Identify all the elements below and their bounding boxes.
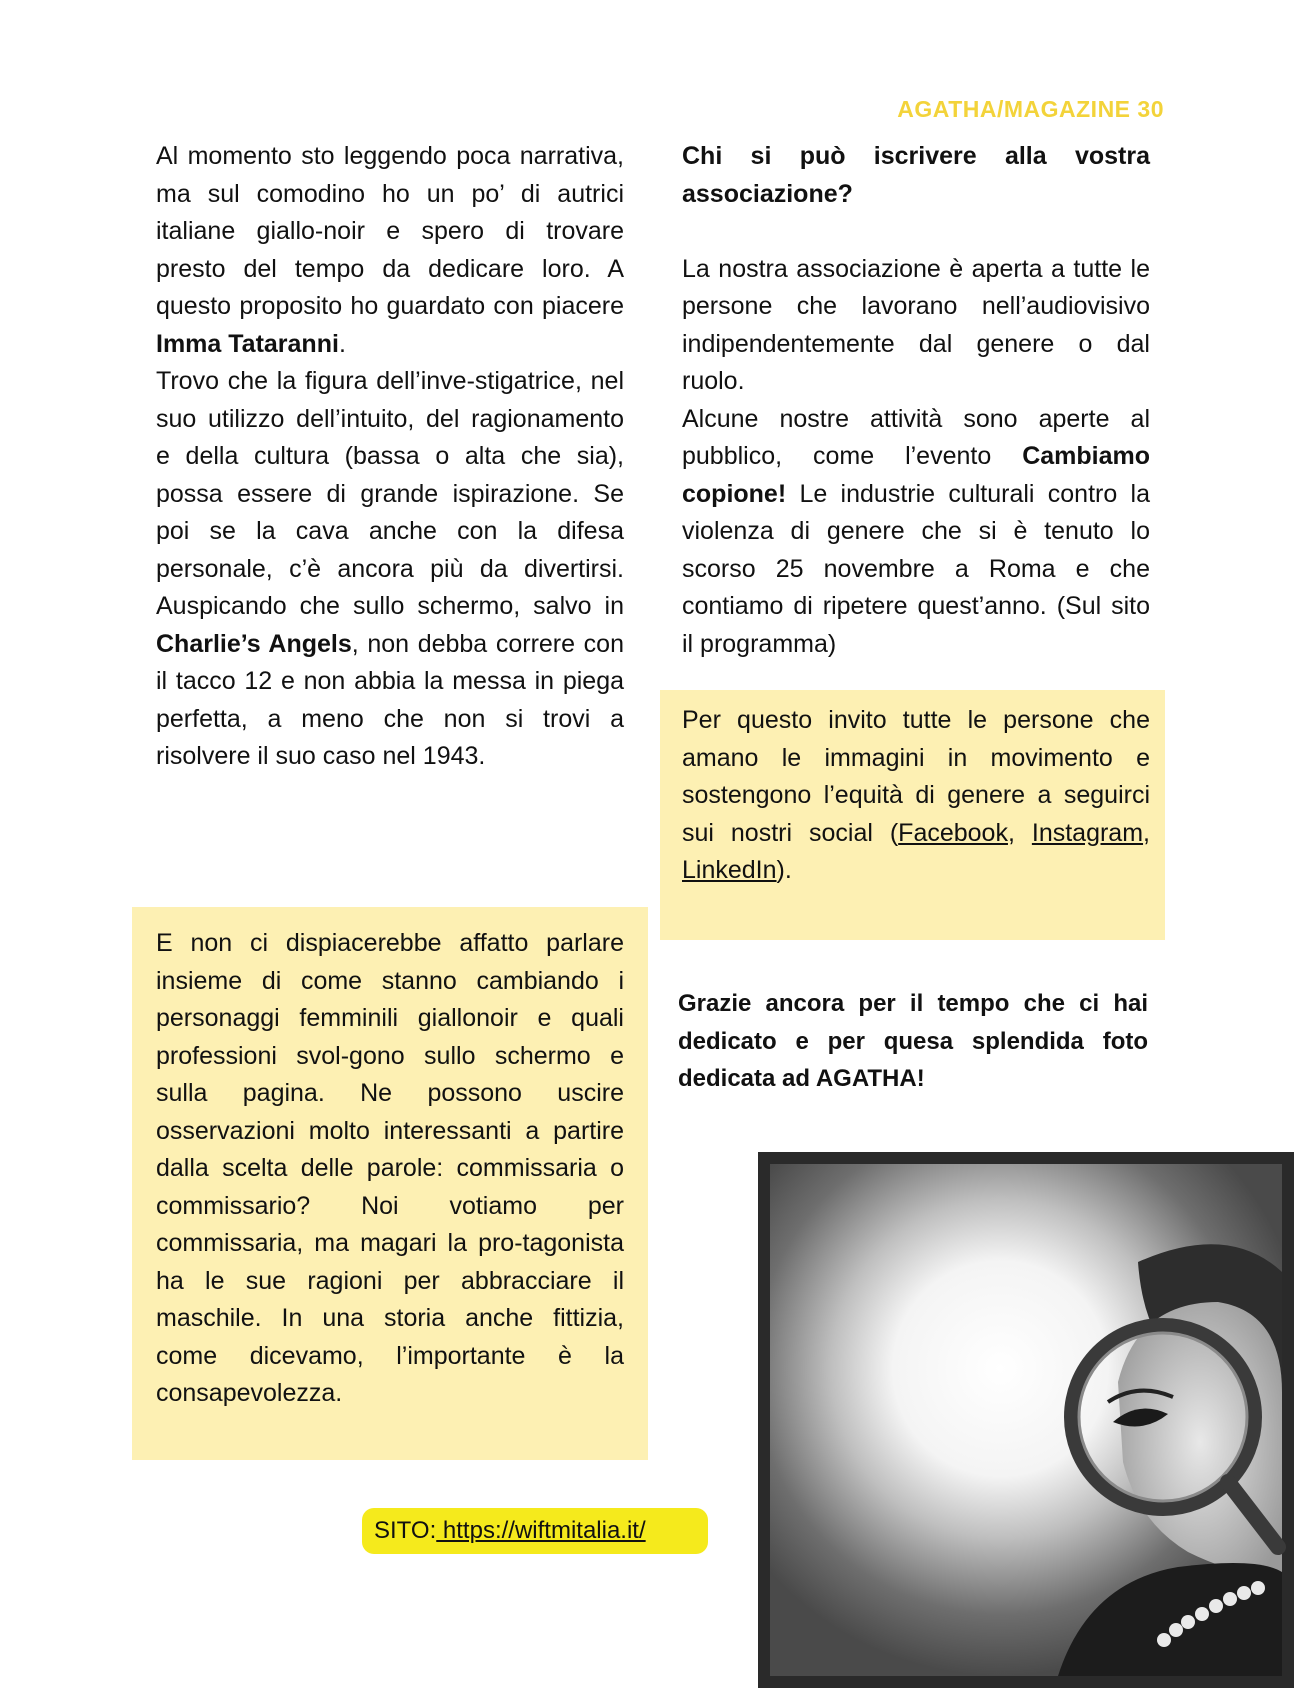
right-box-paragraph	[682, 702, 1150, 890]
site-url-link[interactable]: https://wiftmitalia.it/	[436, 1517, 646, 1544]
left-p1-end: .	[338, 329, 346, 358]
separator: ,	[1143, 818, 1150, 847]
site-label: SITO:	[374, 1517, 437, 1544]
left-box-paragraph: E non ci dispiacerebbe affatto parlare insieme di come stanno cambiando i personaggi femminili giallonoir e quali professioni svol-gono sullo schermo e sulla pagina. Ne possono uscire osservazioni molto interessanti a partire dalla scelta delle parole: commissaria o commissario? Noi votiamo per commissaria, ma magari la pro-tagonista ha le sue ragioni per abbracciare il maschile. In una storia anche fittizia, come dicevamo, l’importante è la consapevolezza.	[156, 929, 624, 1407]
magazine-header: AGATHA/MAGAZINE 30	[897, 96, 1164, 122]
imma-tataranni-title: Imma Tataranni	[156, 329, 339, 358]
right-paragraph-1: La nostra associazione è aperta a tutte le persone che lavorano nell’audiovisivo indipendentemente dal genere o dal ruolo.	[682, 254, 1150, 395]
left-p2-text: Trovo che la figura dell’inve-stigatrice, nel suo utilizzo dell’intuito, del ragionamento e della cultura (bassa o alta che sia), possa essere di grande ispirazione. Se poi se la cava anche con la difesa personale, c’è ancora più da divertirsi. Auspicando che sullo schermo, salvo in	[156, 367, 624, 620]
separator: ,	[1007, 818, 1032, 847]
linkedin-link[interactable]: LinkedIn	[682, 856, 777, 884]
left-paragraph-1	[156, 138, 624, 363]
left-paragraph-2	[156, 363, 624, 776]
portrait-photo	[758, 1152, 1294, 1688]
left-column-text	[156, 138, 624, 776]
left-p1-text: Al momento sto leggendo poca narrativa, ma sul comodino ho un po’ di autrici italiane giallo-noir e spero di trovare presto del tempo da dedicare loro. A questo proposito ho guardato con piacere	[156, 142, 624, 320]
right-p2-text: Alcune nostre attività sono aperte al pubblico, come l’evento	[682, 404, 1150, 470]
right-box-end: ).	[776, 856, 792, 884]
cambiamo-copione-title: Cambiamo copione!	[682, 442, 1150, 508]
interview-question: Chi si può iscrivere alla vostra associazione?	[682, 142, 1150, 208]
left-highlight-text	[156, 925, 624, 1413]
left-p2-end: , non debba correre con il tacco 12 e non abbia la messa in piega perfetta, a meno che non si trovi a risolvere il suo caso nel 1943.	[156, 629, 624, 770]
right-highlight-text	[682, 702, 1150, 890]
site-link-badge[interactable]	[362, 1508, 708, 1554]
right-box-text: Per questo invito tutte le persone che amano le immagini in movimento e sostengono l’equità di genere a seguirci sui nostri social (	[682, 706, 1150, 847]
charlies-angels-title: Charlie’s Angels	[156, 629, 352, 658]
instagram-link[interactable]: Instagram	[1031, 818, 1144, 847]
portrait-image	[758, 1152, 1294, 1688]
right-paragraph-2	[682, 401, 1150, 664]
right-column-text	[682, 138, 1150, 663]
facebook-link[interactable]: Facebook	[898, 818, 1008, 847]
right-p2-end: Le industrie culturali contro la violenza di genere che si è tenuto lo scorso 25 novembre a Roma e che contiamo di ripetere quest’anno. (Sul sito il programma)	[682, 479, 1150, 658]
thanks-text: Grazie ancora per il tempo che ci hai dedicato e per quesa splendida foto dedicata ad AGATHA!	[678, 990, 1148, 1092]
